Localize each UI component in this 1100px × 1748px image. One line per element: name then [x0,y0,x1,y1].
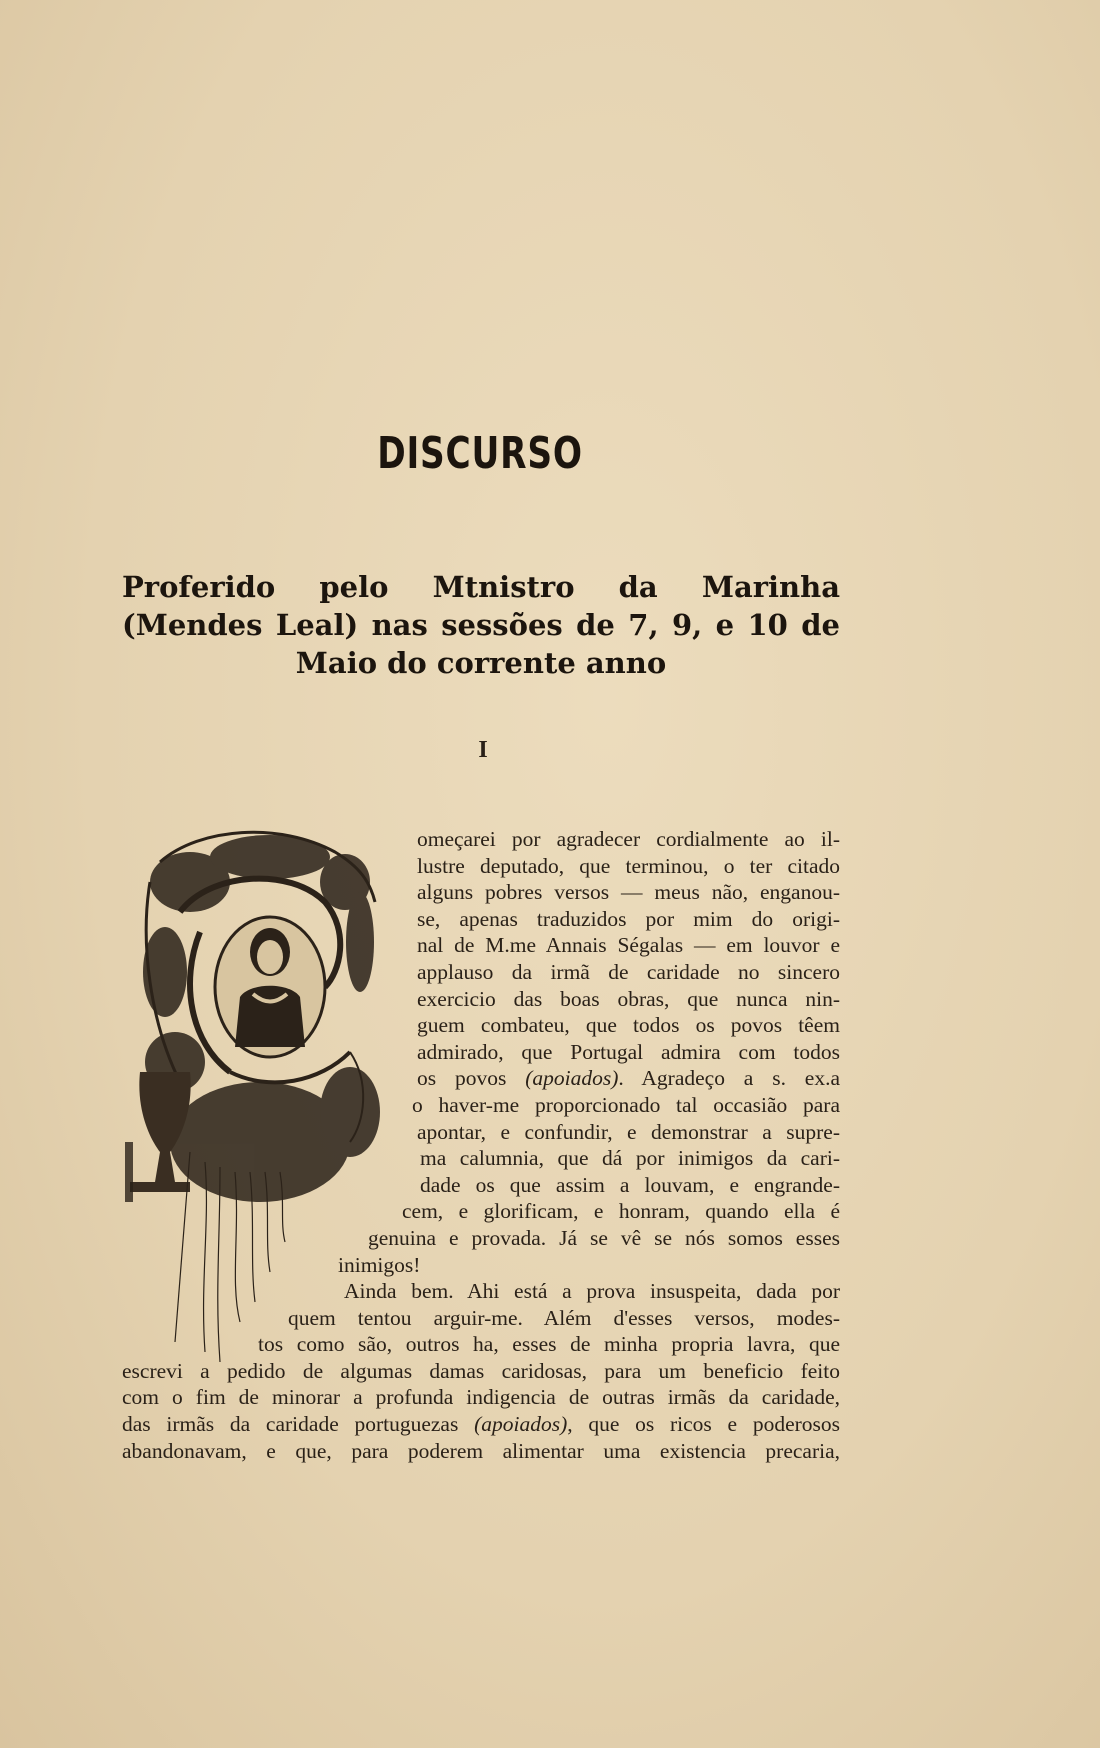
body-line: nal de M.me Annais Ségalas — em louvor e [417,933,840,958]
body-line: das irmãs da caridade portuguezas (apoiados), que os ricos e poderosos [122,1412,841,1437]
body-line: quem tentou arguir-me. Além d'esses versos, modes- [288,1305,840,1330]
body-line: admirado, que Portugal admira com todos [417,1039,840,1064]
speech-body [122,826,840,1464]
body-line: inimigos! [338,1252,421,1277]
body-line: escrevi a pedido de algumas damas caridosas, para um beneficio feito [122,1358,840,1383]
body-line: lustre deputado, que terminou, o ter citado [417,853,840,878]
body-line: os povos (apoiados). Agradeço a s. ex.a [417,1066,841,1091]
body-line: genuina e provada. Já se vê se nós somos esses [368,1225,840,1250]
body-line: se, apenas traduzidos por mim do origi- [417,906,840,931]
body-line: guem combateu, que todos os povos têem [417,1013,840,1038]
body-line: ma calumnia, que dá por inimigos da cari- [420,1146,840,1171]
body-line: Ainda bem. Ahi está a prova insuspeita, dada por [344,1279,840,1304]
body-line: com o fim de minorar a profunda indigencia de outras irmãs da caridade, [122,1385,840,1410]
body-line: abandonavam, e que, para poderem alimentar uma existencia precaria, [122,1438,840,1463]
speech-subtitle: Proferido pelo Mtnistro da Marinha (Mendes Leal) nas sessões de 7, 9, e 10 de Maio do corrente anno [122,570,840,680]
body-line: alguns pobres versos — meus não, enganou- [417,880,840,905]
body-line: tos como são, outros ha, esses de minha propria lavra, que [258,1332,840,1357]
body-line: cem, e glorificam, e honram, quando ella é [402,1199,840,1224]
body-line: apontar, e confundir, e demonstrar a supre- [417,1119,840,1144]
body-line: exercicio das boas obras, que nunca nin- [417,986,840,1011]
page-title: DISCURSO [377,428,583,479]
section-number: I [478,737,488,763]
body-line: o haver-me proporcionado tal occasião para [412,1092,840,1117]
body-line: dade os que assim a louvam, e engrande- [420,1172,840,1197]
body-line: omeçarei por agradecer cordialmente ao il- [417,827,840,851]
body-line: applauso da irmã de caridade no sincero [417,959,840,984]
